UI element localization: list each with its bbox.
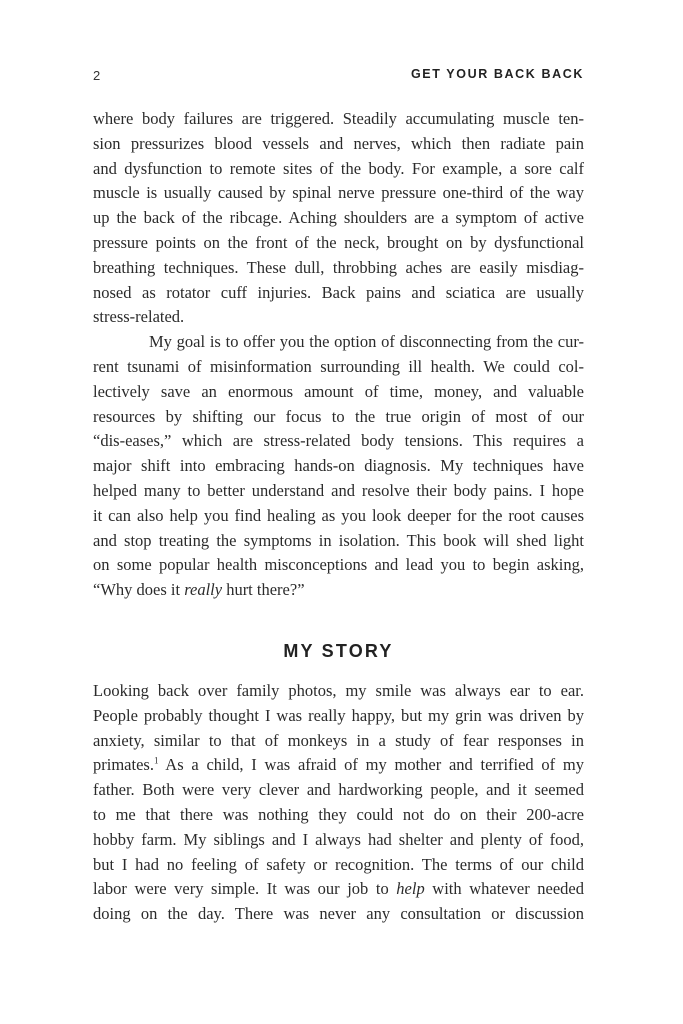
text-line: muscle is usually caused by spinal nerve pressure one-third of the way (93, 183, 584, 203)
text-run: labor were very simple. It was our job to (93, 879, 397, 899)
running-head: GET YOUR BACK BACK (410, 67, 584, 81)
page-number: 2 (93, 68, 101, 83)
emphasis-text: really (184, 580, 223, 600)
paragraph-continuation (93, 107, 584, 330)
text-line: hobby farm. My siblings and I always had shelter and plenty of food, (93, 829, 584, 849)
text-line: pressure points on the front of the neck, brought on by dysfunctional (93, 232, 584, 252)
text-line: sion pressurizes blood vessels and nerves, which then radiate pain (93, 133, 584, 153)
footnote-marker: 1 (153, 755, 159, 766)
emphasis-text: help (396, 879, 425, 899)
text-line: on some popular health misconceptions and lead you to begin asking, (93, 555, 584, 575)
text-line: stress-related. (93, 307, 185, 327)
text-line: breathing techniques. These dull, throbbing aches are easily misdiag- (93, 257, 584, 277)
text-line: up the back of the ribcage. Aching shoulders are a symptom of active (93, 208, 584, 228)
text-line: nosed as rotator cuff injuries. Back pains and sciatica are usually (93, 282, 584, 302)
text-line: Looking back over family photos, my smile was always ear to ear. (93, 681, 584, 700)
text-line: father. Both were very clever and hardworking people, and it seemed (93, 780, 584, 800)
text-line: it can also help you find healing as you look deeper for the root causes (93, 505, 584, 525)
text-line: doing on the day. There was never any consultation or discussion (93, 904, 584, 924)
body-text-top (93, 107, 584, 603)
text-run: with whatever needed (424, 879, 584, 899)
text-line: “dis-eases,” which are stress-related body tensions. This requires a (93, 431, 584, 451)
paragraph-goal (93, 330, 584, 603)
text-line (93, 753, 584, 778)
text-line: My goal is to offer you the option of disconnecting from the cur- (149, 332, 584, 352)
body-text-bottom (93, 679, 584, 927)
text-line: anxiety, similar to that of monkeys in a study of fear responses in (93, 730, 584, 750)
text-line: where body failures are triggered. Steadily accumulating muscle ten- (93, 109, 584, 128)
text-run: As a child, I was afraid of my mother and terrified of my (158, 755, 584, 775)
text-line (93, 578, 584, 603)
text-line: to me that there was nothing they could not do on their 200-acre (93, 804, 584, 824)
text-line: but I had no feeling of safety or recognition. The terms of our child (93, 854, 584, 874)
text-run: hurt there?” (222, 580, 305, 600)
text-line: helped many to better understand and resolve their body pains. I hope (93, 480, 584, 500)
text-line: rent tsunami of misinformation surrounding ill health. We could col- (93, 356, 584, 376)
text-line (93, 877, 584, 902)
text-line: resources by shifting our focus to the true origin of most of our (93, 406, 584, 426)
text-line: People probably thought I was really happy, but my grin was driven by (93, 705, 584, 725)
text-line: major shift into embracing hands-on diagnosis. My techniques have (93, 456, 584, 476)
paragraph-my-story (93, 679, 584, 927)
text-run: primates. (93, 755, 154, 775)
text-line: and stop treating the symptoms in isolation. This book will shed light (93, 530, 584, 550)
text-line: and dysfunction to remote sites of the body. For example, a sore calf (93, 158, 584, 178)
section-heading: MY STORY (283, 641, 394, 661)
text-run: “Why does it (93, 580, 185, 600)
text-line: lectively save an enormous amount of time, money, and valuable (93, 381, 584, 401)
